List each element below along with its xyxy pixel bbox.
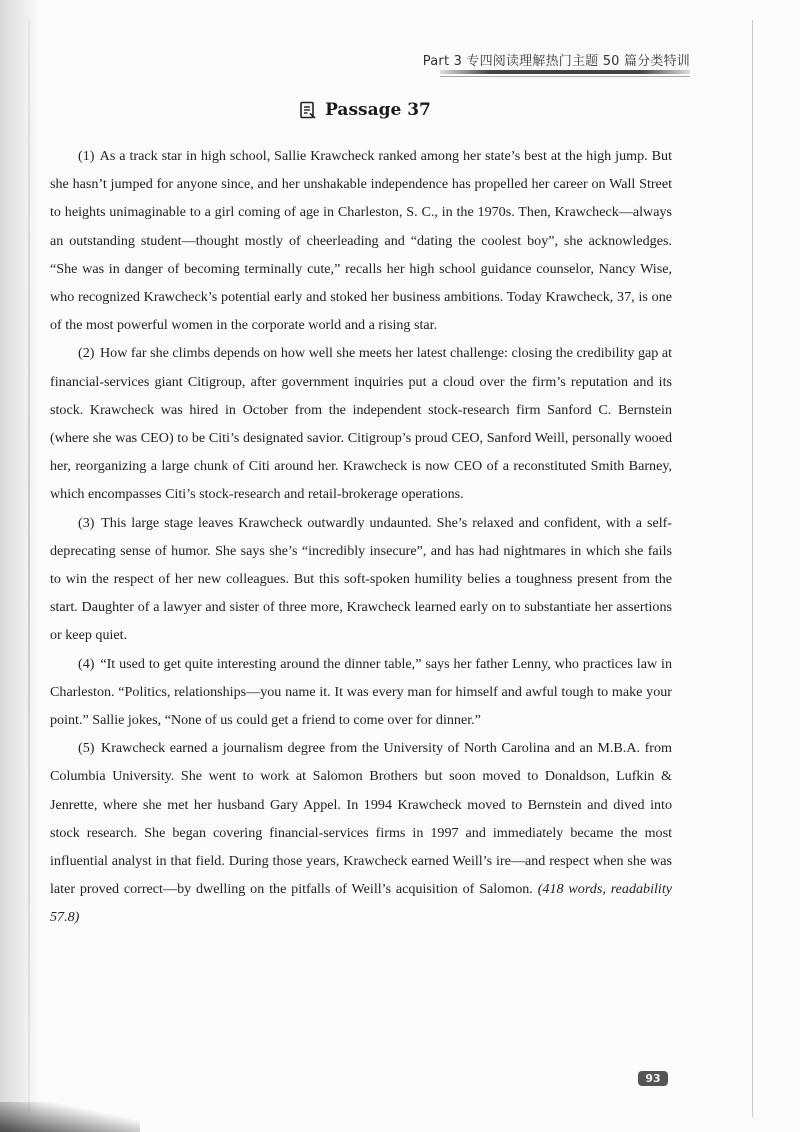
paragraph-text: “It used to get quite interesting around the dinner table,” says her father Lenny, who practices law in Charleston. “Politics, relationships—you name it. It was every man for himself and awful tough to make your point.” Sallie jokes, “None of us could get a friend to come over for dinner.” — [50, 655, 672, 729]
paragraph-1 — [50, 142, 672, 339]
document-icon — [299, 101, 317, 119]
paragraph-3 — [50, 509, 672, 650]
page-number: 93 — [638, 1071, 668, 1086]
paragraph-4 — [50, 650, 672, 735]
paragraph-5 — [50, 734, 672, 931]
paragraph-number: (4) — [78, 655, 95, 672]
paragraph-number: (3) — [78, 514, 95, 531]
page-fold-shadow — [28, 20, 30, 1112]
corner-shadow — [0, 1102, 140, 1132]
passage-body — [50, 142, 672, 932]
page-edge-line — [752, 20, 753, 1117]
paragraph-number: (1) — [78, 148, 95, 164]
paragraph-text: Krawcheck earned a journalism degree from the University of North Carolina and an M.B.A. from Columbia University. She went to work at Salomon Brothers but soon moved to Donaldson, Lufkin & Jenrette, where she met her husband Gary Appel. In 1994 Krawcheck moved to Bernstein and dived into stock research. She began covering financial-services firms in 1997 and immediately became the most influential analyst in that field. During those years, Krawcheck earned Weill’s ire—and respect when she was later proved correct—by dwelling on the pitfalls of Weill’s acquisition of Salomon. — [50, 740, 672, 898]
passage-title-text: Passage 37 — [325, 100, 431, 120]
paragraph-number: (2) — [78, 345, 95, 362]
paragraph-number: (5) — [78, 740, 95, 757]
word-count-note: (418 words, readability 57.8) — [50, 881, 673, 926]
paragraph-2 — [50, 339, 672, 508]
passage-title-area — [0, 100, 730, 124]
paragraph-text: How far she climbs depends on how well she meets her latest challenge: closing the credibility gap at financial-services giant Citigroup, after government inquiries put a cloud over the firm’s reputation and its stock. Krawcheck was hired in October from the independent stock-research firm Sanford C. Bernstein (where she was CEO) to be Citi’s designated savior. Citigroup’s proud CEO, Sanford Weill, personally wooed her, reorganizing a large chunk of Citi around her. Krawcheck is now CEO of a reconstituted Smith Barney, which encompasses Citi’s stock-research and retail-brokerage operations. — [50, 345, 672, 503]
passage-title — [299, 100, 431, 120]
header-rule — [440, 70, 690, 74]
running-header: Part 3 专四阅读理解热门主题 50 篇分类特训 — [422, 54, 690, 69]
paragraph-text: As a track star in high school, Sallie Krawcheck ranked among her state’s best at the high jump. But she hasn’t jumped for anyone since, and her unshakable independence has propelled her career on Wall Street to heights unimaginable to a girl coming of age in Charleston, S. C., in the 1970s. Then, Krawcheck—always an outstanding student—thought mostly of cheerleading and “dating the coolest boy”, she acknowledges. “She was in danger of becoming terminally cute,” recalls her high school guidance counselor, Nancy Wise, who recognized Krawcheck’s potential early and stoked her business ambitions. Today Krawcheck, 37, is one of the most powerful women in the corporate world and a rising star. — [50, 148, 673, 334]
paragraph-text: This large stage leaves Krawcheck outwardly undaunted. She’s relaxed and confident, with a self-deprecating sense of humor. She says she’s “incredibly insecure”, and has had nightmares in which she fails to win the respect of her new colleagues. But this soft-spoken humility belies a toughness present from the start. Daughter of a lawyer and sister of three more, Krawcheck learned early on to substantiate her assertions or keep quiet. — [50, 514, 672, 644]
